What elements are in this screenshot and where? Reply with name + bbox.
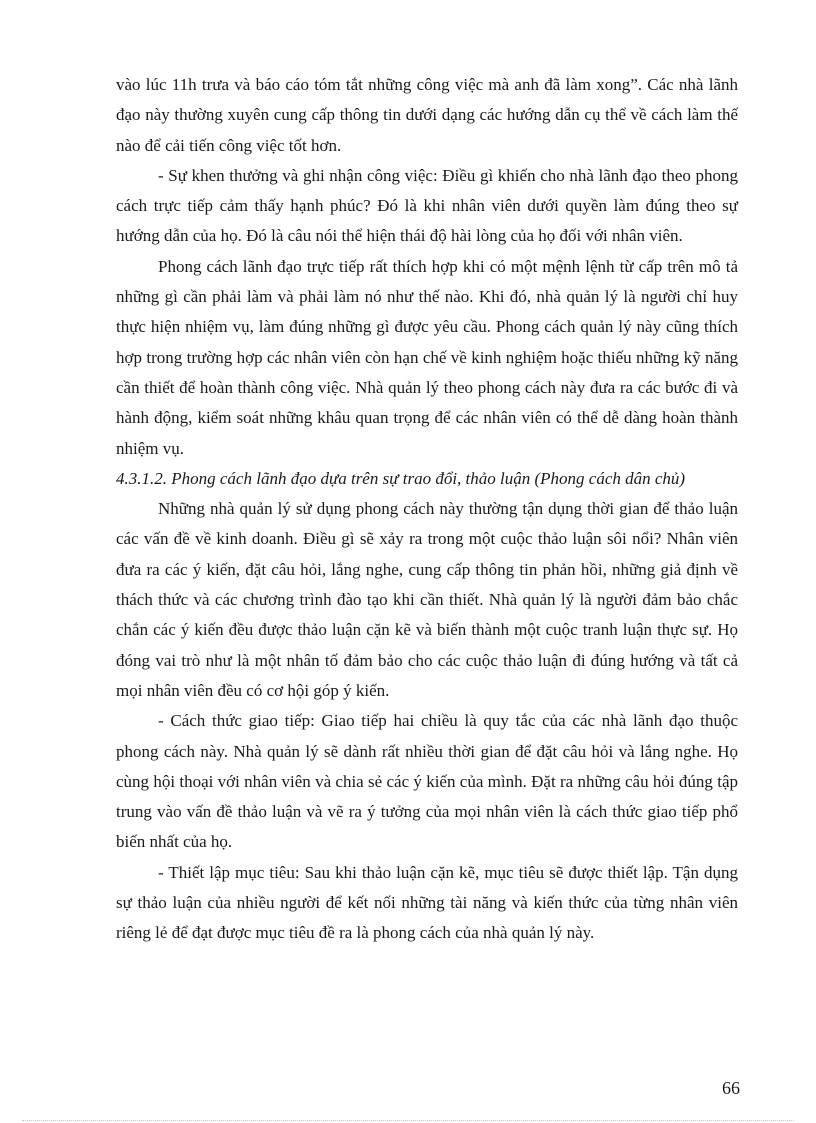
paragraph-continuation: vào lúc 11h trưa và báo cáo tóm tắt những công việc mà anh đã làm xong”. Các nhà lãnh đạo này thường xuyên cung cấp thông tin dưới dạng các hướng dẫn cụ thể về cách làm thế nào để cải tiến công việc tốt hơn. [116,75,738,155]
paragraph-reward-recognition: - Sự khen thưởng và ghi nhận công việc: Điều gì khiến cho nhà lãnh đạo theo phong cách trực tiếp cảm thấy hạnh phúc? Đó là khi nhân viên dưới quyền làm đúng theo sự hướng dẫn của họ. Đó là câu nói thể hiện thái độ hài lòng của họ đối với nhân viên. [116,165,738,246]
footer-divider [22,1120,794,1121]
paragraph-communication: - Cách thức giao tiếp: Giao tiếp hai chiều là quy tắc của các nhà lãnh đạo thuộc phong cách này. Nhà quản lý sẽ dành rất nhiều thời gian để đặt câu hỏi và lắng nghe. Họ cùng hội thoại với nhân viên và chia sẻ các ý kiến của mình. Đặt ra những câu hỏi đúng tập trung vào vấn đề thảo luận và vẽ ra ý tưởng của mọi nhân viên là cách thức giao tiếp phổ biến nhất của họ. [116,711,738,852]
paragraph-direct-style: Phong cách lãnh đạo trực tiếp rất thích hợp khi có một mệnh lệnh từ cấp trên mô tả những gì cần phải làm và phải làm nó như thế nào. Khi đó, nhà quản lý là người chỉ huy thực hiện nhiệm vụ, làm đúng những gì được yêu cầu. Phong cách quản lý này cũng thích hợp trong trường hợp các nhân viên còn hạn chế về kinh nghiệm hoặc thiếu những kỹ năng cần thiết để hoàn thành công việc. Nhà quản lý theo phong cách này đưa ra các bước đi và hành động, kiểm soát những khâu quan trọng để các nhân viên có thể dễ dàng hoàn thành nhiệm vụ. [116,256,738,458]
section-heading: 4.3.1.2. Phong cách lãnh đạo dựa trên sự trao đổi, thảo luận (Phong cách dân chủ) [116,468,686,488]
paragraph-goal-setting: - Thiết lập mục tiêu: Sau khi thảo luận cặn kẽ, mục tiêu sẽ được thiết lập. Tận dụng sự thảo luận của nhiều người để kết nối những tài năng và kiến thức của từng nhân viên riêng lẻ để đạt được mục tiêu đề ra là phong cách của nhà quản lý này. [116,862,738,943]
page-number: 66 [722,1078,740,1098]
body-text [116,70,738,949]
paragraph-democratic-style: Những nhà quản lý sử dụng phong cách này thường tận dụng thời gian để thảo luận các vấn đề về kinh doanh. Điều gì sẽ xảy ra trong một cuộc thảo luận sôi nổi? Nhân viên đưa ra các ý kiến, đặt câu hỏi, lắng nghe, cung cấp thông tin phản hồi, những giả định về thách thức và các chương trình đào tạo khi cần thiết. Nhà quản lý là người đảm bảo chắc chắn các ý kiến đều được thảo luận cặn kẽ và biến thành một cuộc tranh luận thực sự. Họ đóng vai trò như là một nhân tố đảm bảo cho các cuộc thảo luận đi đúng hướng và tất cả mọi nhân viên đều có cơ hội góp ý kiến. [116,499,738,700]
